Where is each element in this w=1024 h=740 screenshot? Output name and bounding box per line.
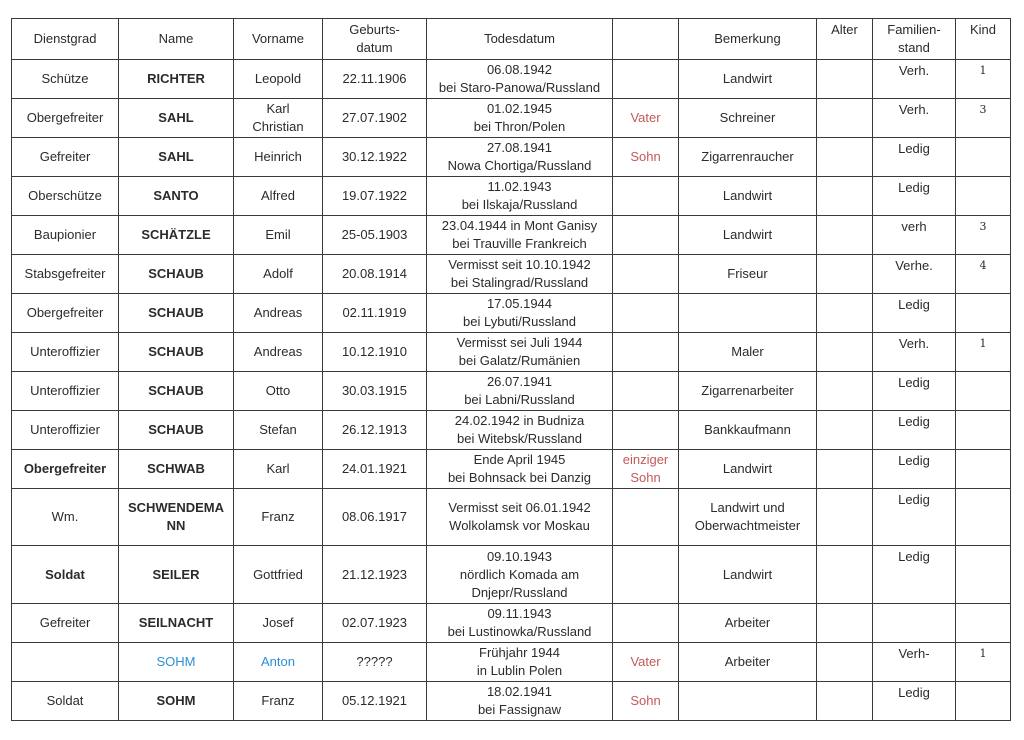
cell-todesdatum: 26.07.1941 bei Labni/Russland — [427, 372, 613, 411]
cell-familienstand: Ledig — [873, 450, 956, 489]
cell-todesdatum: 11.02.1943 bei Ilskaja/Russland — [427, 177, 613, 216]
cell-dienstgrad: Unteroffizier — [12, 372, 119, 411]
cell-todesdatum: Vermisst seit 06.01.1942 Wolkolamsk vor Moskau — [427, 489, 613, 546]
casualty-register-table — [11, 18, 1011, 721]
cell-dienstgrad: Oberschütze — [12, 177, 119, 216]
cell-familienstand: Ledig — [873, 177, 956, 216]
cell-relation — [613, 372, 679, 411]
table-row — [12, 99, 1011, 138]
cell-geburtsdatum: 22.11.1906 — [323, 60, 427, 99]
cell-alter — [817, 682, 873, 721]
table-row — [12, 60, 1011, 99]
cell-vorname: Otto — [234, 372, 323, 411]
cell-vorname: Stefan — [234, 411, 323, 450]
cell-familienstand: Verh- — [873, 643, 956, 682]
cell-dienstgrad: Wm. — [12, 489, 119, 546]
cell-relation — [613, 294, 679, 333]
cell-dienstgrad: Soldat — [12, 546, 119, 604]
header-dienstgrad: Dienstgrad — [12, 19, 119, 60]
cell-bemerkung: Landwirt und Oberwachtmeister — [679, 489, 817, 546]
cell-geburtsdatum: 19.07.1922 — [323, 177, 427, 216]
cell-vorname: Karl Christian — [234, 99, 323, 138]
header-vorname: Vorname — [234, 19, 323, 60]
cell-dienstgrad: Soldat — [12, 682, 119, 721]
cell-bemerkung: Arbeiter — [679, 604, 817, 643]
table-row — [12, 546, 1011, 604]
cell-bemerkung: Bankkaufmann — [679, 411, 817, 450]
cell-todesdatum: Vermisst seit 10.10.1942 bei Stalingrad/Russland — [427, 255, 613, 294]
cell-todesdatum: 09.11.1943 bei Lustinowka/Russland — [427, 604, 613, 643]
cell-vorname: Emil — [234, 216, 323, 255]
cell-dienstgrad: Unteroffizier — [12, 333, 119, 372]
table-row — [12, 216, 1011, 255]
cell-familienstand: Ledig — [873, 489, 956, 546]
cell-geburtsdatum: 10.12.1910 — [323, 333, 427, 372]
cell-bemerkung: Zigarrenarbeiter — [679, 372, 817, 411]
cell-relation — [613, 216, 679, 255]
header-familienstand: Familien- stand — [873, 19, 956, 60]
cell-dienstgrad: Obergefreiter — [12, 294, 119, 333]
cell-alter — [817, 411, 873, 450]
cell-relation: Sohn — [613, 138, 679, 177]
cell-kind: 3 — [956, 99, 1011, 138]
cell-alter — [817, 333, 873, 372]
cell-familienstand: Verhe. — [873, 255, 956, 294]
cell-dienstgrad: Unteroffizier — [12, 411, 119, 450]
cell-bemerkung — [679, 294, 817, 333]
cell-kind — [956, 450, 1011, 489]
cell-name: SANTO — [119, 177, 234, 216]
cell-vorname: Alfred — [234, 177, 323, 216]
cell-name: SCHWENDEMA NN — [119, 489, 234, 546]
cell-kind — [956, 294, 1011, 333]
cell-alter — [817, 60, 873, 99]
cell-vorname: Josef — [234, 604, 323, 643]
header-geburtsdatum: Geburts- datum — [323, 19, 427, 60]
cell-relation — [613, 489, 679, 546]
cell-familienstand: Verh. — [873, 333, 956, 372]
cell-todesdatum: 24.02.1942 in Budniza bei Witebsk/Russland — [427, 411, 613, 450]
cell-name: SAHL — [119, 138, 234, 177]
cell-name: SEILNACHT — [119, 604, 234, 643]
cell-dienstgrad: Baupionier — [12, 216, 119, 255]
cell-alter — [817, 604, 873, 643]
cell-name: SOHM — [119, 682, 234, 721]
table-row — [12, 411, 1011, 450]
cell-geburtsdatum: 24.01.1921 — [323, 450, 427, 489]
table-row — [12, 177, 1011, 216]
cell-todesdatum: 06.08.1942 bei Staro-Panowa/Russland — [427, 60, 613, 99]
cell-kind — [956, 682, 1011, 721]
cell-alter — [817, 138, 873, 177]
table-row — [12, 643, 1011, 682]
cell-alter — [817, 99, 873, 138]
cell-relation — [613, 333, 679, 372]
cell-vorname: Karl — [234, 450, 323, 489]
cell-bemerkung: Landwirt — [679, 60, 817, 99]
cell-familienstand: Verh. — [873, 60, 956, 99]
cell-bemerkung: Zigarrenraucher — [679, 138, 817, 177]
cell-dienstgrad: Schütze — [12, 60, 119, 99]
cell-familienstand: verh — [873, 216, 956, 255]
cell-kind: 4 — [956, 255, 1011, 294]
cell-bemerkung: Friseur — [679, 255, 817, 294]
cell-geburtsdatum: ????? — [323, 643, 427, 682]
cell-alter — [817, 216, 873, 255]
cell-kind — [956, 177, 1011, 216]
header-row — [12, 19, 1011, 60]
cell-relation: einziger Sohn — [613, 450, 679, 489]
cell-relation: Sohn — [613, 682, 679, 721]
cell-familienstand: Ledig — [873, 411, 956, 450]
cell-vorname: Heinrich — [234, 138, 323, 177]
cell-name: SCHAUB — [119, 411, 234, 450]
table-row — [12, 294, 1011, 333]
cell-familienstand — [873, 604, 956, 643]
table-row — [12, 255, 1011, 294]
header-relation — [613, 19, 679, 60]
cell-name: SCHAUB — [119, 294, 234, 333]
cell-relation: Vater — [613, 643, 679, 682]
cell-bemerkung: Landwirt — [679, 177, 817, 216]
cell-dienstgrad: Obergefreiter — [12, 450, 119, 489]
table-row — [12, 372, 1011, 411]
table-row — [12, 682, 1011, 721]
cell-name: SCHWAB — [119, 450, 234, 489]
header-todesdatum: Todesdatum — [427, 19, 613, 60]
cell-vorname: Leopold — [234, 60, 323, 99]
cell-dienstgrad: Obergefreiter — [12, 99, 119, 138]
table-row — [12, 138, 1011, 177]
cell-todesdatum: 27.08.1941 Nowa Chortiga/Russland — [427, 138, 613, 177]
header-kind: Kind — [956, 19, 1011, 60]
cell-todesdatum: 17.05.1944 bei Lybuti/Russland — [427, 294, 613, 333]
cell-name: SCHAUB — [119, 255, 234, 294]
cell-name: SCHAUB — [119, 333, 234, 372]
cell-dienstgrad: Stabsgefreiter — [12, 255, 119, 294]
cell-kind — [956, 372, 1011, 411]
cell-geburtsdatum: 02.07.1923 — [323, 604, 427, 643]
cell-geburtsdatum: 02.11.1919 — [323, 294, 427, 333]
cell-alter — [817, 294, 873, 333]
cell-relation — [613, 604, 679, 643]
cell-dienstgrad: Gefreiter — [12, 138, 119, 177]
cell-geburtsdatum: 08.06.1917 — [323, 489, 427, 546]
cell-vorname: Franz — [234, 682, 323, 721]
table-row — [12, 604, 1011, 643]
header-name: Name — [119, 19, 234, 60]
table-row — [12, 450, 1011, 489]
cell-geburtsdatum: 25-05.1903 — [323, 216, 427, 255]
cell-todesdatum: Frühjahr 1944 in Lublin Polen — [427, 643, 613, 682]
cell-dienstgrad: Gefreiter — [12, 604, 119, 643]
header-alter: Alter — [817, 19, 873, 60]
cell-vorname: Andreas — [234, 294, 323, 333]
cell-geburtsdatum: 30.03.1915 — [323, 372, 427, 411]
cell-alter — [817, 177, 873, 216]
cell-kind: 1 — [956, 60, 1011, 99]
cell-relation — [613, 411, 679, 450]
cell-kind — [956, 604, 1011, 643]
cell-relation — [613, 177, 679, 216]
cell-geburtsdatum: 21.12.1923 — [323, 546, 427, 604]
cell-bemerkung: Landwirt — [679, 450, 817, 489]
cell-vorname: Andreas — [234, 333, 323, 372]
cell-todesdatum: Vermisst sei Juli 1944 bei Galatz/Rumänien — [427, 333, 613, 372]
cell-alter — [817, 372, 873, 411]
cell-geburtsdatum: 26.12.1913 — [323, 411, 427, 450]
cell-kind — [956, 138, 1011, 177]
cell-name: SEILER — [119, 546, 234, 604]
cell-bemerkung — [679, 682, 817, 721]
cell-relation: Vater — [613, 99, 679, 138]
cell-name: RICHTER — [119, 60, 234, 99]
cell-kind: 1 — [956, 333, 1011, 372]
cell-familienstand: Verh. — [873, 99, 956, 138]
cell-geburtsdatum: 30.12.1922 — [323, 138, 427, 177]
cell-bemerkung: Schreiner — [679, 99, 817, 138]
cell-name: SCHÄTZLE — [119, 216, 234, 255]
cell-name: SAHL — [119, 99, 234, 138]
cell-alter — [817, 489, 873, 546]
cell-todesdatum: 23.04.1944 in Mont Ganisy bei Trauville Frankreich — [427, 216, 613, 255]
table-row — [12, 489, 1011, 546]
cell-alter — [817, 255, 873, 294]
cell-familienstand: Ledig — [873, 372, 956, 411]
cell-familienstand: Ledig — [873, 294, 956, 333]
cell-vorname: Adolf — [234, 255, 323, 294]
cell-todesdatum: 18.02.1941 bei Fassignaw — [427, 682, 613, 721]
cell-relation — [613, 546, 679, 604]
cell-alter — [817, 643, 873, 682]
cell-geburtsdatum: 20.08.1914 — [323, 255, 427, 294]
header-bemerkung: Bemerkung — [679, 19, 817, 60]
cell-vorname: Anton — [234, 643, 323, 682]
cell-bemerkung: Maler — [679, 333, 817, 372]
cell-relation — [613, 255, 679, 294]
cell-todesdatum: 09.10.1943 nördlich Komada am Dnjepr/Russland — [427, 546, 613, 604]
cell-name: SCHAUB — [119, 372, 234, 411]
cell-familienstand: Ledig — [873, 138, 956, 177]
cell-alter — [817, 450, 873, 489]
cell-familienstand: Ledig — [873, 682, 956, 721]
table-row — [12, 333, 1011, 372]
cell-todesdatum: Ende April 1945 bei Bohnsack bei Danzig — [427, 450, 613, 489]
cell-dienstgrad — [12, 643, 119, 682]
cell-alter — [817, 546, 873, 604]
cell-vorname: Franz — [234, 489, 323, 546]
cell-todesdatum: 01.02.1945 bei Thron/Polen — [427, 99, 613, 138]
cell-kind — [956, 489, 1011, 546]
cell-kind — [956, 411, 1011, 450]
cell-familienstand: Ledig — [873, 546, 956, 604]
cell-kind: 1 — [956, 643, 1011, 682]
cell-geburtsdatum: 27.07.1902 — [323, 99, 427, 138]
cell-name: SOHM — [119, 643, 234, 682]
cell-bemerkung: Landwirt — [679, 216, 817, 255]
cell-bemerkung: Landwirt — [679, 546, 817, 604]
cell-bemerkung: Arbeiter — [679, 643, 817, 682]
cell-kind — [956, 546, 1011, 604]
cell-relation — [613, 60, 679, 99]
cell-vorname: Gottfried — [234, 546, 323, 604]
cell-geburtsdatum: 05.12.1921 — [323, 682, 427, 721]
cell-kind: 3 — [956, 216, 1011, 255]
